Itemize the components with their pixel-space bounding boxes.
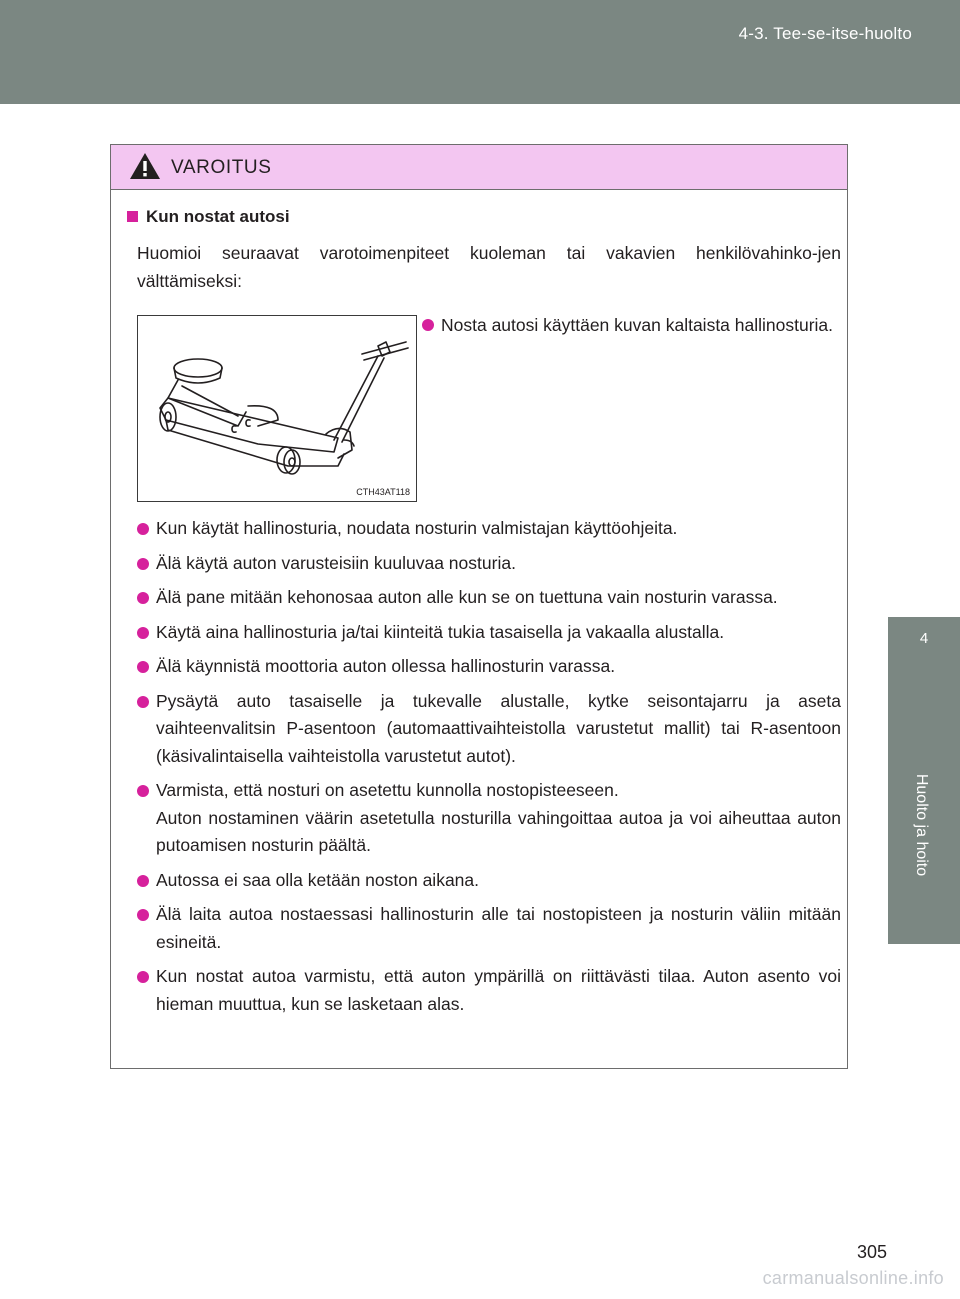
bullet-dot-icon <box>137 696 149 708</box>
list-item <box>137 515 841 543</box>
intro-text: Huomioi seuraavat varotoimenpiteet kuoleman tai vakavien henkilövahinko-jen välttämiseksi: <box>137 243 841 291</box>
chapter-label: Huolto ja hoito <box>913 773 930 877</box>
list-item <box>137 550 841 578</box>
list-item-text: Älä käytä auton varusteisiin kuuluvaa nosturia. <box>156 552 516 573</box>
page-header <box>0 0 960 104</box>
list-item-text: Kun nostat autoa varmistu, että auton ympärillä on riittävästi tilaa. Auton asento voi hieman muuttua, kun se lasketaan alas. <box>156 966 841 1014</box>
list-item-extra-text: Auton nostaminen väärin asetetulla nosturilla vahingoittaa autoa ja voi aiheuttaa auton putoamisen nosturin päältä. <box>156 807 841 855</box>
section-heading-text: Kun nostat autosi <box>146 207 290 226</box>
list-item <box>137 653 841 681</box>
list-item-text: Kun käytät hallinosturia, noudata nosturin valmistajan käyttöohjeita. <box>156 518 678 538</box>
bullet-dot-icon <box>137 592 149 604</box>
list-item-text: Älä käynnistä moottoria auton ollessa hallinosturin varassa. <box>156 656 616 676</box>
list-item <box>137 867 841 895</box>
warning-triangle-icon <box>129 151 161 181</box>
list-item-text: Autossa ei saa olla ketään noston aikana. <box>156 869 479 890</box>
square-bullet-icon <box>127 211 138 222</box>
bullet-dot-icon <box>137 558 149 570</box>
list-item <box>137 901 841 956</box>
section-heading <box>127 207 290 227</box>
warning-title: VAROITUS <box>171 157 272 178</box>
figure-code: CTH43AT118 <box>356 487 410 497</box>
floor-jack-drawing <box>138 316 416 501</box>
list-item <box>137 688 841 771</box>
list-item <box>137 963 841 1018</box>
chapter-strip <box>888 713 960 944</box>
bullet-dot-icon <box>137 875 149 887</box>
chapter-number: 4 <box>919 630 929 647</box>
list-item <box>137 584 841 612</box>
figure-bullet-text: Nosta autosi käyttäen kuvan kaltaista hallinosturia. <box>441 315 834 335</box>
bullet-dot-icon <box>137 971 149 983</box>
bullet-dot-icon <box>137 523 149 535</box>
list-item-text: Älä laita autoa nostaessasi hallinosturin alle tai nostopisteen ja nosturin väliin mitään esineitä. <box>156 904 841 952</box>
bullet-dot-icon <box>137 785 149 797</box>
list-item-text: Varmista, että nosturi on asetettu kunnolla nostopisteeseen. <box>156 780 619 800</box>
list-item <box>137 777 841 860</box>
list-item-text: Käytä aina hallinosturia ja/tai kiinteitä tukia tasaisella ja vakaalla alustalla. <box>156 621 725 642</box>
bullet-dot-icon <box>137 661 149 673</box>
list-item-text: Pysäytä auto tasaiselle ja tukevalle alustalle, kytke seisontajarru ja aseta vaihteenvalitsin P-asentoon (automaattivaihteistolla varustetut mallit) tai R-asentoon (käsivalintaisella vaihteistolla varustetut autot). <box>156 690 841 766</box>
watermark: carmanualsonline.info <box>762 1268 944 1288</box>
bullet-dot-icon <box>137 909 149 921</box>
page-number: 305 <box>856 1242 887 1262</box>
list-item <box>137 619 841 647</box>
bullet-dot-icon <box>137 627 149 639</box>
floor-jack-illustration <box>137 315 417 502</box>
section-title: 4-3. Tee-se-itse-huolto <box>738 24 912 43</box>
bullet-dot-icon <box>422 319 434 331</box>
warning-bullet-list <box>137 515 841 1025</box>
warning-box <box>110 144 848 1069</box>
warning-header <box>111 145 847 190</box>
list-item-text: Älä pane mitään kehonosaa auton alle kun se on tuettuna vain nosturin varassa. <box>156 587 778 607</box>
figure-bullet <box>441 311 841 339</box>
